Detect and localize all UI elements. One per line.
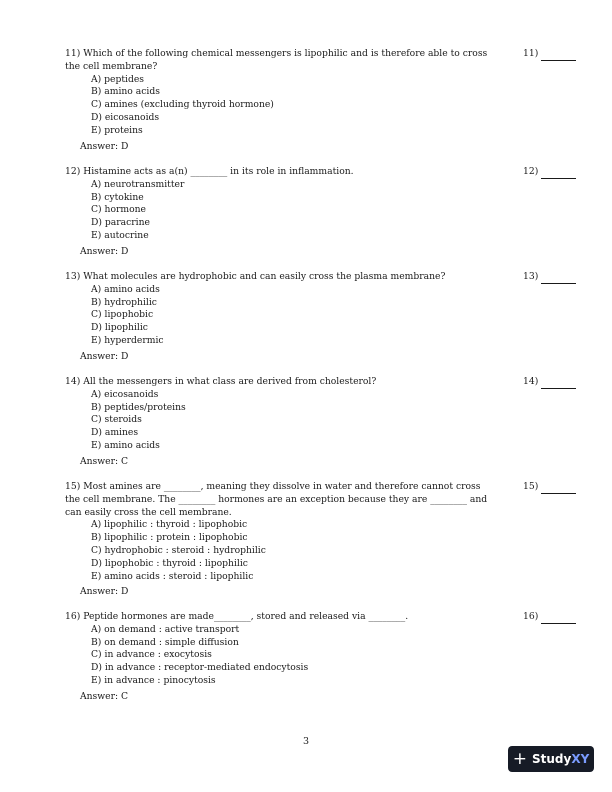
option-d: D) in advance : receptor-mediated endocytosis	[91, 662, 309, 674]
option-c: C) lipophobic	[91, 309, 154, 321]
question-text: Most amines are ________, meaning they dissolve in water and therefore cannot cross the cell membrane. The ________ hormones are an exception because they are ________ and can easily cross the cell membrane.	[65, 481, 488, 518]
question-14	[65, 376, 605, 469]
option-b: B) on demand : simple diffusion	[91, 636, 239, 648]
option-e: E) hyperdermic	[91, 334, 164, 346]
question-ref: 11)	[523, 48, 539, 59]
option-b: B) peptides/proteins	[91, 401, 186, 413]
question-number: 12)	[65, 166, 81, 177]
answer-line: Answer: D	[80, 245, 129, 257]
option-d: D) lipophobic : thyroid : lipophilic	[91, 557, 248, 569]
answer-line: Answer: D	[80, 350, 129, 362]
question-text: Which of the following chemical messengers is lipophilic and is therefore able to cross the cell membrane?	[65, 48, 488, 72]
options-list	[91, 179, 605, 243]
answer-blank	[541, 283, 576, 284]
plus-icon: +	[512, 748, 527, 769]
options-list	[91, 389, 605, 453]
option-b: B) lipophilic : protein : lipophobic	[91, 532, 248, 544]
option-a: A) amino acids	[91, 283, 160, 295]
option-d: D) paracrine	[91, 217, 150, 229]
brand-prefix: Study	[531, 752, 572, 766]
option-e: E) amino acids : steroid : lipophilic	[91, 570, 254, 582]
question-number: 13)	[65, 271, 81, 282]
question-stem	[65, 481, 497, 519]
question-15	[65, 481, 605, 599]
answer-line: Answer: D	[80, 586, 129, 598]
option-c: C) hormone	[91, 204, 146, 216]
option-b: B) cytokine	[91, 191, 144, 203]
question-text: All the messengers in what class are derived from cholesterol?	[83, 376, 377, 387]
question-16	[65, 611, 605, 704]
question-stem	[65, 48, 497, 74]
option-d: D) eicosanoids	[91, 111, 160, 123]
option-b: B) amino acids	[91, 86, 160, 98]
question-number: 14)	[65, 376, 81, 387]
question-number: 15)	[65, 481, 81, 492]
question-text: What molecules are hydrophobic and can easily cross the plasma membrane?	[83, 271, 446, 282]
question-13	[65, 271, 605, 364]
question-ref: 13)	[523, 271, 539, 282]
question-ref: 14)	[523, 376, 539, 387]
answer-line: Answer: C	[80, 690, 129, 702]
question-stem	[65, 166, 497, 179]
answer-blank	[541, 178, 576, 179]
page-number: 3	[302, 736, 310, 747]
answer-blank	[541, 623, 576, 624]
options-list	[91, 624, 605, 688]
question-stem	[65, 271, 497, 284]
option-e: E) autocrine	[91, 229, 149, 241]
option-e: E) in advance : pinocytosis	[91, 674, 216, 686]
question-stem	[65, 376, 497, 389]
answer-blank	[541, 388, 576, 389]
question-text: Histamine acts as a(n) ________ in its role in inflammation.	[83, 166, 354, 177]
option-e: E) proteins	[91, 124, 143, 136]
options-list	[91, 74, 605, 138]
question-ref: 15)	[523, 481, 539, 492]
option-b: B) hydrophilic	[91, 296, 157, 308]
option-a: A) lipophilic : thyroid : lipophobic	[91, 519, 248, 531]
question-stem	[65, 611, 497, 624]
question-number: 11)	[65, 48, 81, 59]
option-d: D) lipophilic	[91, 322, 148, 334]
option-a: A) neurotransmitter	[91, 178, 185, 190]
answer-blank	[541, 60, 576, 61]
options-list	[91, 284, 605, 348]
option-a: A) on demand : active transport	[91, 623, 240, 635]
options-list	[91, 519, 605, 583]
option-c: C) hydrophobic : steroid : hydrophilic	[91, 544, 266, 556]
question-ref: 12)	[523, 166, 539, 177]
question-number: 16)	[65, 611, 81, 622]
option-c: C) in advance : exocytosis	[91, 649, 212, 661]
answer-blank	[541, 493, 576, 494]
answer-line: Answer: C	[80, 455, 129, 467]
option-c: C) amines (excluding thyroid hormone)	[91, 99, 274, 111]
option-a: A) peptides	[91, 73, 145, 85]
answer-line: Answer: D	[80, 140, 129, 152]
question-12	[65, 166, 605, 259]
studyxy-badge[interactable]	[508, 746, 594, 772]
brand-suffix: XY	[571, 752, 590, 766]
option-c: C) steroids	[91, 414, 142, 426]
brand-name	[532, 752, 589, 766]
question-ref: 16)	[523, 611, 539, 622]
question-11	[65, 48, 605, 153]
option-d: D) amines	[91, 427, 139, 439]
question-text: Peptide hormones are made________, stored and released via ________.	[83, 611, 409, 622]
option-a: A) eicosanoids	[91, 388, 159, 400]
option-e: E) amino acids	[91, 439, 160, 451]
